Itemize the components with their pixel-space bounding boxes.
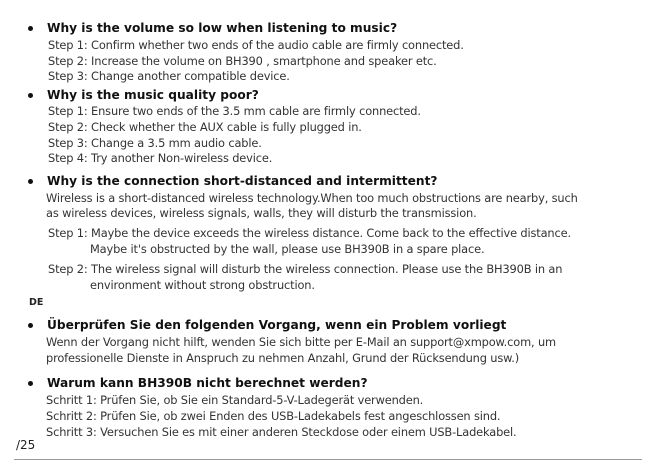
- faq-step-line: Schritt 3: Versuchen Sie es mit einer anderen Steckdose oder einem USB-Ladekabel.: [46, 425, 517, 439]
- faq-step-line: Step 3: Change a 3.5 mm audio cable.: [48, 136, 262, 150]
- faq-paragraph-line: Wenn der Vorgang nicht hilft, wenden Sie sich bitte per E-Mail an support@xmpow.com, um: [46, 335, 556, 349]
- faq-step-line: Step 2: The wireless signal will disturb the wireless connection. Please use the BH390B in an: [48, 262, 563, 276]
- faq-step-line: Maybe it's obstructed by the wall, please use BH390B in a spare place.: [90, 242, 485, 256]
- faq-step-line: Step 1: Ensure two ends of the 3.5 mm cable are firmly connected.: [48, 104, 421, 118]
- faq-question-low-volume: Why is the volume so low when listening to music?: [47, 21, 398, 35]
- faq-paragraph-line: professionelle Dienste in Anspruch zu nehmen Anzahl, Grund der Rücksendung usw.): [46, 351, 520, 365]
- faq-step-line: Step 2: Increase the volume on BH390 , smartphone and speaker etc.: [48, 54, 437, 68]
- bullet-icon: [28, 323, 33, 328]
- footer-divider: [14, 459, 642, 460]
- faq-paragraph-line: as wireless devices, wireless signals, walls, they will disturb the transmission.: [46, 206, 477, 220]
- faq-question-check-procedure: Überprüfen Sie den folgenden Vorgang, wenn ein Problem vorliegt: [47, 318, 507, 332]
- faq-question-connection: Why is the connection short-distanced and intermittent?: [47, 174, 438, 188]
- faq-step-line: Step 4: Try another Non-wireless device.: [48, 151, 273, 165]
- faq-paragraph-line: Wireless is a short-distanced wireless technology.When too much obstructions are nearby, such: [46, 191, 578, 205]
- faq-step-line: Step 1: Maybe the device exceeds the wireless distance. Come back to the effective distance.: [48, 226, 571, 240]
- faq-step-line: Schritt 1: Prüfen Sie, ob Sie ein Standard-5-V-Ladegerät verwenden.: [46, 393, 424, 407]
- faq-step-line: Step 1: Confirm whether two ends of the audio cable are firmly connected.: [48, 38, 464, 52]
- language-label: DE: [29, 297, 44, 308]
- bullet-icon: [28, 93, 33, 98]
- faq-step-line: Schritt 2: Prüfen Sie, ob zwei Enden des USB-Ladekabels fest angeschlossen sind.: [46, 409, 501, 423]
- faq-step-line: Step 3: Change another compatible device.: [48, 69, 290, 83]
- faq-step-line: Step 2: Check whether the AUX cable is fully plugged in.: [48, 120, 362, 134]
- bullet-icon: [28, 179, 33, 184]
- bullet-icon: [28, 26, 33, 31]
- faq-question-music-quality: Why is the music quality poor?: [47, 88, 259, 102]
- page-number: /25: [16, 438, 36, 452]
- faq-step-line: environment without strong obstruction.: [90, 278, 315, 292]
- bullet-icon: [28, 381, 33, 386]
- faq-question-not-charging: Warum kann BH390B nicht berechnet werden?: [47, 376, 368, 390]
